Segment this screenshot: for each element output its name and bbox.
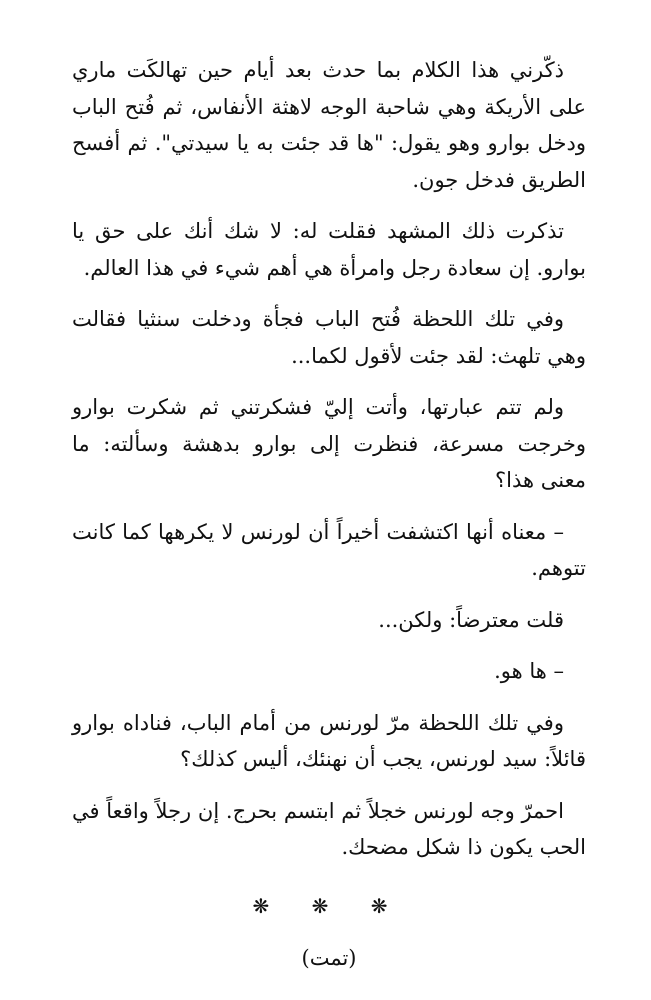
paragraph-4: ولم تتم عبارتها، وأتت إليّ فشكرتني ثم شكرت بوارو وخرجت مسرعة، فنظرت إلى بوارو بدهشة وسألته: ما معنى هذا؟ bbox=[72, 395, 586, 492]
the-end-label: (تمت) bbox=[301, 946, 357, 970]
book-page bbox=[72, 52, 586, 977]
asterism-icon-3: ❋ bbox=[370, 893, 406, 918]
paragraph-2: تذكرت ذلك المشهد فقلت له: لا شك أنك على حق يا بوارو. إن سعادة رجل وامرأة هي أهم شيء في هذا العالم. bbox=[72, 219, 586, 280]
asterism-icon-1: ❋ bbox=[252, 893, 288, 918]
paragraph-5-dialogue: – معناه أنها اكتشفت أخيراً أن لورنس لا يكرهها كما كانت تتوهم. bbox=[72, 519, 586, 580]
paragraph-8: وفي تلك اللحظة مرّ لورنس من أمام الباب، فناداه بوارو قائلاً: سيد لورنس، يجب أن نهنئك، أليس كذلك؟ bbox=[72, 710, 586, 771]
section-ornament bbox=[72, 888, 586, 925]
paragraph-3: وفي تلك اللحظة فُتح الباب فجأة ودخلت سنثيا فقالت وهي تلهث: لقد جئت لأقول لكما... bbox=[72, 307, 586, 368]
paragraph-7-dialogue: – ها هو. bbox=[494, 659, 564, 683]
paragraph-1: ذكّرني هذا الكلام بما حدث بعد أيام حين تهالكَت ماري على الأريكة وهي شاحبة الوجه لاهثة الأنفاس، ثم فُتح الباب ودخل بوارو وهو يقول: "ها قد جئت به يا سيدتي". ثم أفسح الطريق فدخل جون. bbox=[72, 58, 586, 192]
paragraph-6: قلت معترضاً: ولكن... bbox=[378, 607, 564, 632]
paragraph-9: احمرّ وجه لورنس خجلاً ثم ابتسم بحرج. إن رجلاً واقعاً في الحب يكون ذا شكل مضحك. bbox=[72, 798, 586, 859]
asterism-icon-2: ❋ bbox=[311, 893, 347, 918]
